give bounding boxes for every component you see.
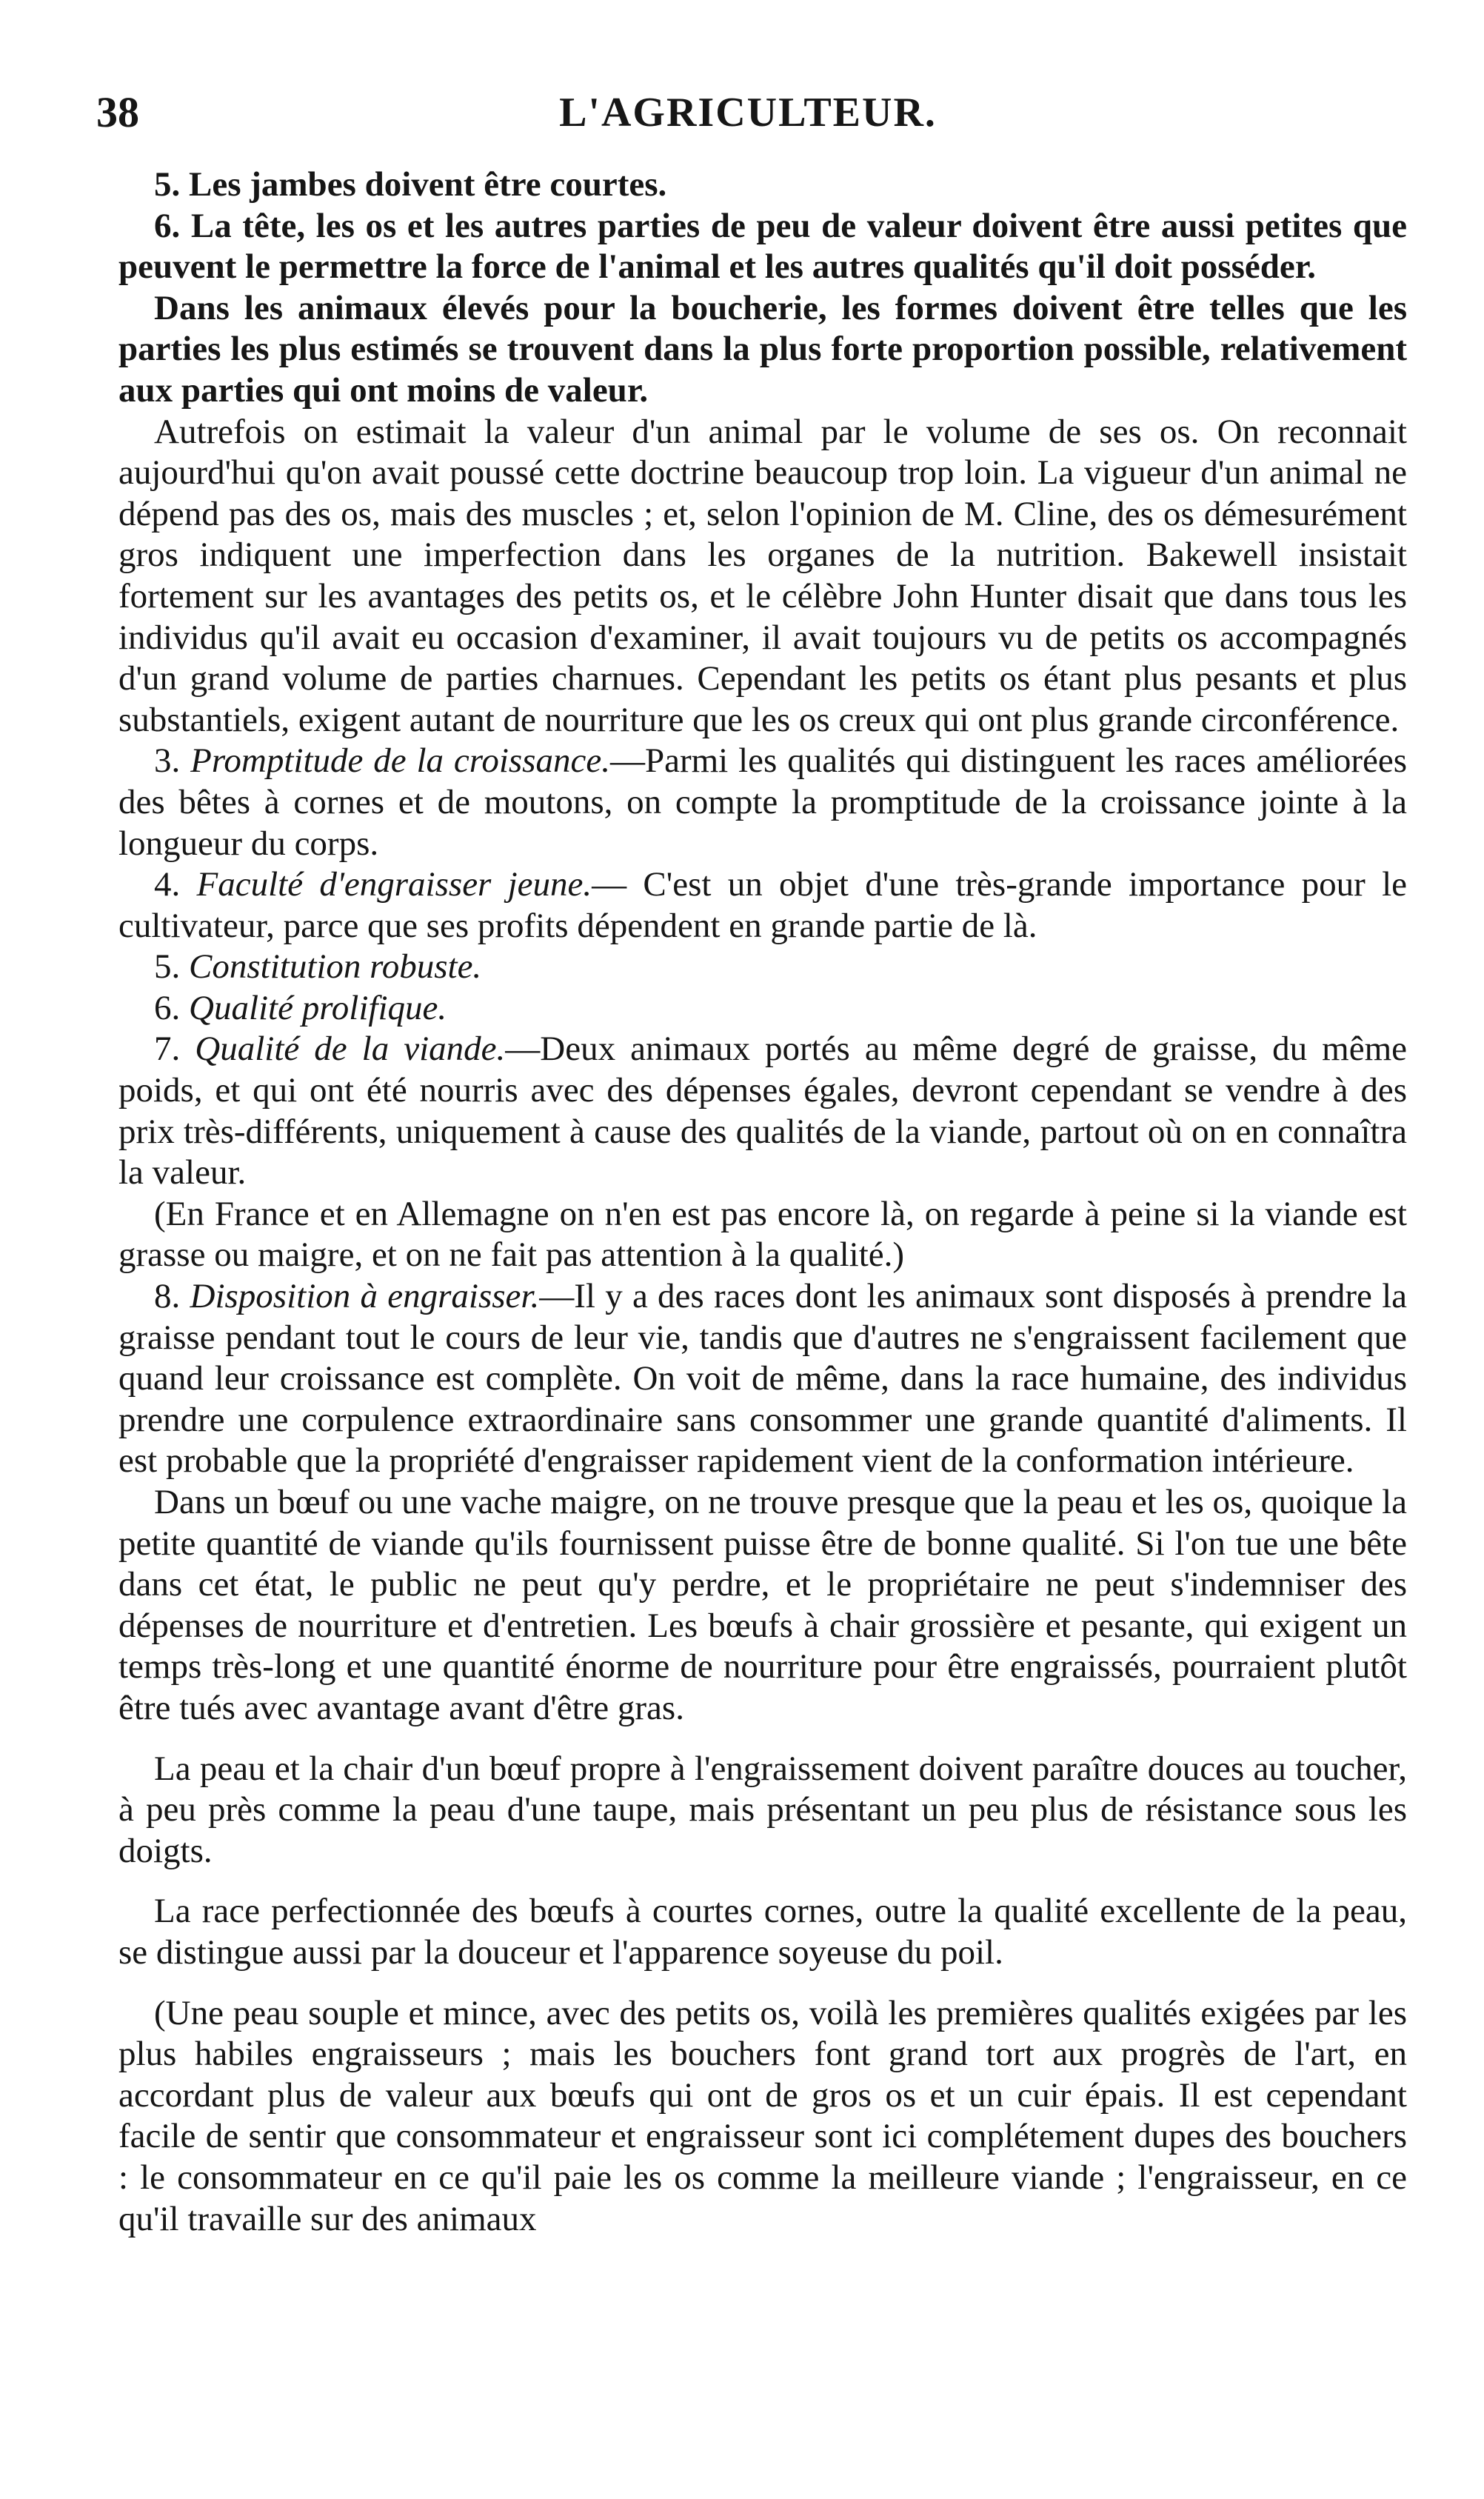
paragraph xyxy=(118,164,1407,206)
paragraph-text: La race perfectionnée des bœufs à courtes cornes, outre la qualité excellente de la peau, se distingue aussi par la douceur et l'apparence soyeuse du poil. xyxy=(118,1892,1407,1972)
paragraph-text: Autrefois on estimait la valeur d'un animal par le volume de ses os. On reconnait aujourd'hui qu'on avait poussé cette doctrine beaucoup trop loin. La vigueur d'un animal ne dépend pas des os, mais des muscles ; et, selon l'opinion de M. Cline, des os démesurément gros indiquent une imperfection dans les organes de la nutrition. Bakewell insistait fortement sur les avantages des petits os, et le célèbre John Hunter disait que dans tous les individus qu'il avait eu occasion d'examiner, il avait toujours vu de petits os accompagnés d'un grand volume de parties charnues. Cependant les petits os étant plus pesants et plus substantiels, exigent autant de nourriture que les os creux qui ont plus grande circonférence. xyxy=(118,412,1407,739)
item-number: 8. xyxy=(154,1277,181,1316)
paragraph-text: 6. La tête, les os et les autres parties de peu de valeur doivent être aussi petites que peuvent le permettre la force de l'animal et les autres qualités qu'il doit posséder. xyxy=(118,206,1407,287)
paragraph xyxy=(118,206,1407,288)
paragraph xyxy=(118,1482,1407,1729)
paragraph-text: —Il y a des races dont les animaux sont disposés à prendre la graisse pendant tout le cours de leur vie, tandis que d'autres ne s'engraissent facilement que quand leur croissance est complète. On voit de même, dans la race humaine, des individus prendre une corpulence extraordinaire sans consommer une grande quantité d'aliments. Il est probable que la propriété d'engraisser rapidement vient de la conformation intérieure. xyxy=(118,1277,1407,1481)
numbered-paragraph xyxy=(118,864,1407,947)
item-heading: Faculté d'engraisser jeune. xyxy=(196,865,592,904)
paragraph-text: Dans les animaux élevés pour la boucherie, les formes doivent être telles que les parties les plus estimés se trouvent dans la plus forte proportion possible, relativement aux parties qui ont moins de valeur. xyxy=(118,288,1407,410)
paragraph xyxy=(118,288,1407,412)
numbered-paragraph xyxy=(118,1276,1407,1482)
numbered-paragraph xyxy=(118,741,1407,864)
numbered-paragraph xyxy=(118,988,1407,1030)
item-heading: Promptitude de la croissance. xyxy=(190,741,610,781)
page-number: 38 xyxy=(96,88,139,136)
item-number: 5. xyxy=(154,947,181,987)
running-title: L'AGRICULTEUR. xyxy=(559,90,937,136)
paragraph xyxy=(118,412,1407,741)
paragraph-text: —Parmi les qualités qui distinguent les races améliorées des bêtes à cornes et de moutons, on compte la promptitude de la croissance jointe à la longueur du corps. xyxy=(118,741,1408,863)
item-heading: Disposition à engraisser. xyxy=(190,1277,540,1316)
item-number: 6. xyxy=(154,988,181,1027)
paragraph-text: (En France et en Allemagne on n'en est pas encore là, on regarde à peine si la viande est grasse ou maigre, et on ne fait pas attention à la qualité.) xyxy=(118,1194,1407,1275)
numbered-paragraph xyxy=(118,947,1407,988)
paragraph xyxy=(118,1749,1407,1872)
item-heading: Qualité de la viande. xyxy=(195,1030,506,1069)
paragraph-text: La peau et la chair d'un bœuf propre à l'engraissement doivent paraître douces au toucher, à peu près comme la peau d'une taupe, mais présentant un peu plus de résistance sous les doigts. xyxy=(118,1749,1407,1870)
paragraph xyxy=(118,1993,1407,2241)
item-number: 4. xyxy=(154,865,181,904)
item-number: 7. xyxy=(154,1030,181,1069)
paragraph xyxy=(118,1891,1407,1973)
paragraph-text: — C'est un objet d'une très-grande importance pour le cultivateur, parce que ses profits dépendent en grande partie de là. xyxy=(118,865,1408,945)
paragraph-text: (Une peau souple et mince, avec des petits os, voilà les premières qualités exigées par les plus habiles engraisseurs ; mais les bouchers font grand tort aux progrès de l'art, en accordant plus de valeur aux bœufs qui ont de gros os et un cuir épais. Il est cependant facile de sentir que consommateur et engraisseur sont ici complétement dupes des bouchers : le consommateur en ce qu'il paie les os comme la meilleure viande ; l'engraisseur, en ce qu'il travaille sur des animaux xyxy=(118,1993,1407,2238)
item-heading: Constitution robuste. xyxy=(189,947,482,987)
numbered-paragraph xyxy=(118,1029,1407,1193)
paragraph-text: Dans un bœuf ou une vache maigre, on ne trouve presque que la peau et les os, quoique la petite quantité de viande qu'ils fournissent puisse être de bonne qualité. Si l'on tue une bête dans cet état, le public ne peut qu'y perdre, et le propriétaire ne peut s'indemniser des dépenses de nourriture et d'entretien. Les bœufs à chair grossière et pesante, qui exigent un temps très-long et une quantité énorme de nourriture pour être engraissés, pourraient plutôt être tués avec avantage avant d'être gras. xyxy=(118,1483,1407,1727)
paragraph xyxy=(118,1194,1407,1276)
body-text xyxy=(118,164,1407,2240)
paragraph-text: 5. Les jambes doivent être courtes. xyxy=(154,165,667,204)
page-header xyxy=(96,83,1400,142)
item-number: 3. xyxy=(154,741,181,781)
paragraph-text: —Deux animaux portés au même degré de graisse, du même poids, et qui ont été nourris avec des dépenses égales, devront cependant se vendre à des prix très-différents, uniquement à cause des qualités de la viande, partout où on en connaîtra la valeur. xyxy=(118,1030,1407,1192)
item-heading: Qualité prolifique. xyxy=(189,988,447,1027)
